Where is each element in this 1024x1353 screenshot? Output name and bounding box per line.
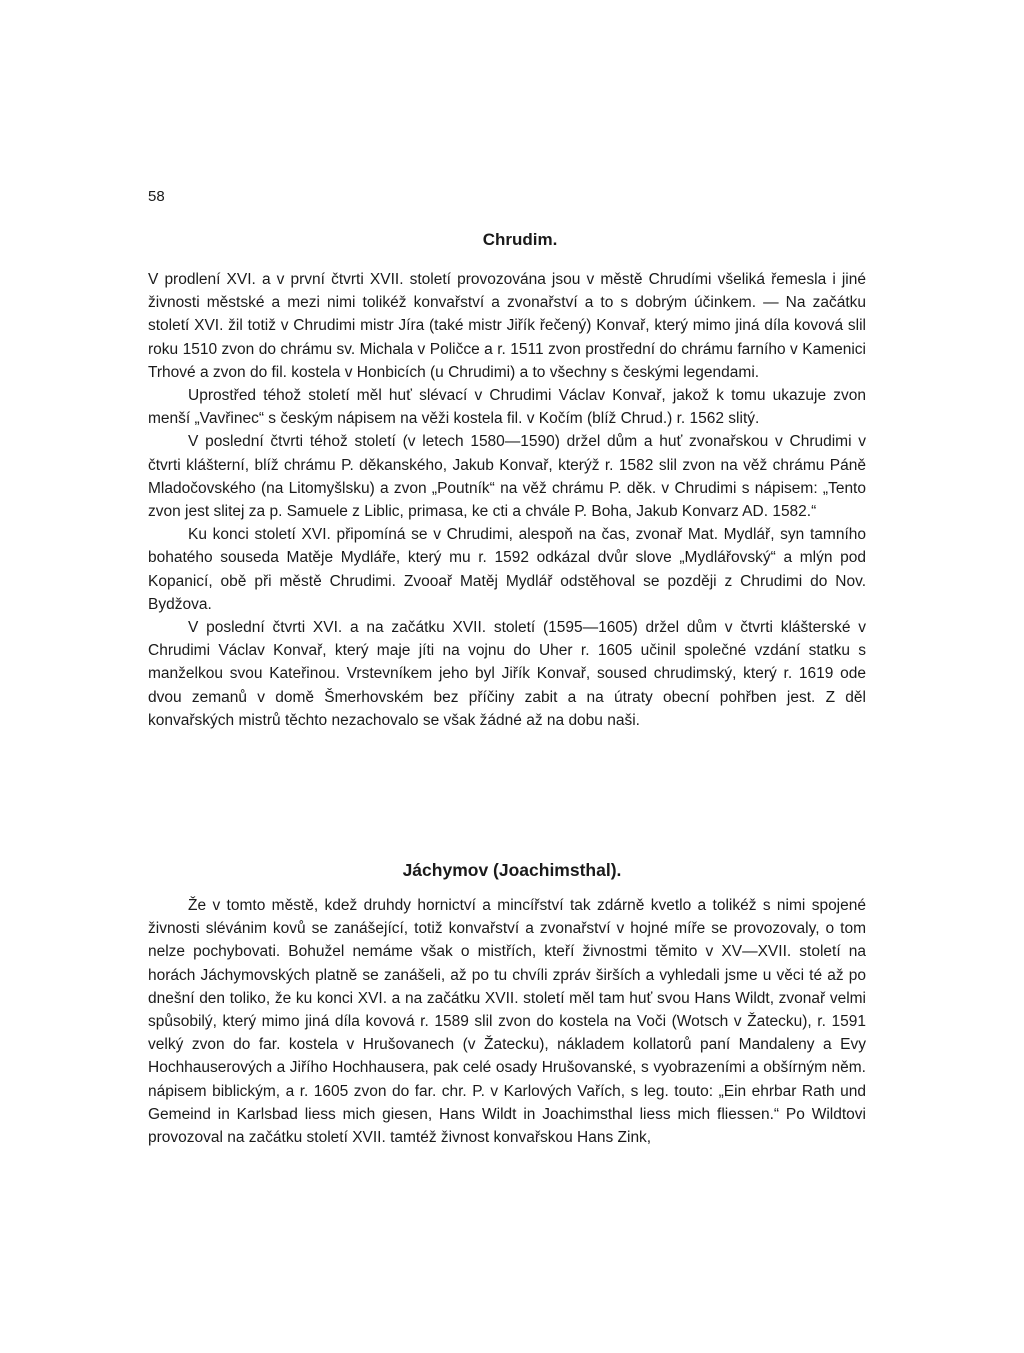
section-body-chrudim bbox=[148, 268, 866, 732]
paragraph: Ku konci století XVI. připomíná se v Chrudimi, alespoň na čas, zvonař Mat. Mydlář, syn tamního bohatého souseda Matěje Mydláře, který mu r. 1592 odkázal dvůr slove „Mydlářovský“ a mlýn pod Kopanicí, obě při městě Chrudimi. Zvooař Matěj Mydlář odstěhoval se později z Chrudimi do Nov. Bydžova. bbox=[148, 526, 866, 613]
section-heading-chrudim: Chrudim. bbox=[482, 230, 558, 249]
page-number: 58 bbox=[148, 188, 165, 205]
paragraph: V prodlení XVI. a v první čtvrti XVII. století provozována jsou v městě Chrudími všeliká řemesla i jiné živnosti městské a mezi nimi tolikéž konvařství a zvonařství a to s dobrým účinkem. — Na začátku století XVI. žil totiž v Chrudimi mistr Jíra (také mistr Jiřík řečený) Konvař, který mimo jiná díla kovová slil roku 1510 zvon do chrámu sv. Michala v Poličce a r. 1511 zvon prostřední do chrámu farního v Kamenici Trhové a zvon do fil. kostela v Honbicích (u Chrudimi) a to všechny s českými legendami. bbox=[148, 271, 866, 381]
paragraph: V poslední čtvrti XVI. a na začátku XVII. století (1595—1605) držel dům v čtvrti klášterské v Chrudimi Václav Konvař, který maje jíti na vojnu do Uher r. 1605 učinil společné vzdání statku s manželkou svou Kateřinou. Vrstevníkem jeho byl Jiřík Konvař, soused chrudimský, který r. 1619 ode dvou zemanů v domě Šmerhovském bez příčiny zabit a na útraty obecní pohřben jest. Z děl konvařských mistrů těchto nezachovalo se však žádné až na dobu naši. bbox=[148, 619, 866, 729]
paragraph: Uprostřed téhož století měl huť slévací v Chrudimi Václav Konvař, jakož k tomu ukazuje zvon menší „Vavřinec“ s českým nápisem na věži kostela fil. v Kočím (blíž Chrud.) r. 1562 slitý. bbox=[148, 387, 866, 428]
paragraph: V poslední čtvrti téhož století (v letech 1580—1590) držel dům a huť zvonařskou v Chrudimi v čtvrti klášterní, blíž chrámu P. děkanského, Jakub Konvař, kterýž r. 1582 slil zvon na věž chrámu Páně Mladočovského (na Litomyšlsku) a zvon „Poutník“ na věž chrámu P. děk. v Chrudimi s nápisem: „Tento zvon jest slitej za p. Samuele z Liblic, primasa, ke cti a chvále P. Boha, Jakub Konvarz AD. 1582.“ bbox=[148, 433, 866, 521]
section-body-jachymov bbox=[148, 894, 866, 1149]
paragraph: Že v tomto městě, kdež druhdy hornictví a mincířství tak zdárně kvetlo a tolikéž s nimi spojené živnosti slévánim kovů se zanášející, totiž konvařství a zvonařství v hojné míře se provozovaly, o tom nelze pochybovati. Bohužel nemáme však o mistřích, kteří živnostmi těmito v XV—XVII. století na horách Jáchymovských platně se zanášeli, až po tu chvíli zpráv širších a vyhledali jsme u věci té až po dnešní den toliko, že ku konci XVI. a na začátku XVII. století měl tam huť svou Hans Wildt, zvonař velmi spůsobilý, který mimo jiná díla kovová r. 1589 slil zvon do kostela na Voči (Wotsch v Žatecku), r. 1591 velký zvon do far. kostela v Hrušovanech (v Žatecku), nákladem kollatorů paní Mandaleny a Evy Hochhauserových a Jiřího Hochhausera, pak celé osady Hrušovanské, s vyobrazeními a obšírným něm. nápisem biblickým, a r. 1605 zvon do far. chr. P. v Karlových Vařích, s leg. touto: „Ein ehrbar Rath und Gemeind in Karlsbad liess mich giesen, Hans Wildt in Joachimsthal liess mich fliessen.“ Po Wildtovi provozoval na začátku století XVII. tamtéž živnost konvařskou Hans Zink, bbox=[148, 897, 866, 1147]
section-heading-jachymov: Jáchymov (Joachimsthal). bbox=[402, 860, 622, 880]
